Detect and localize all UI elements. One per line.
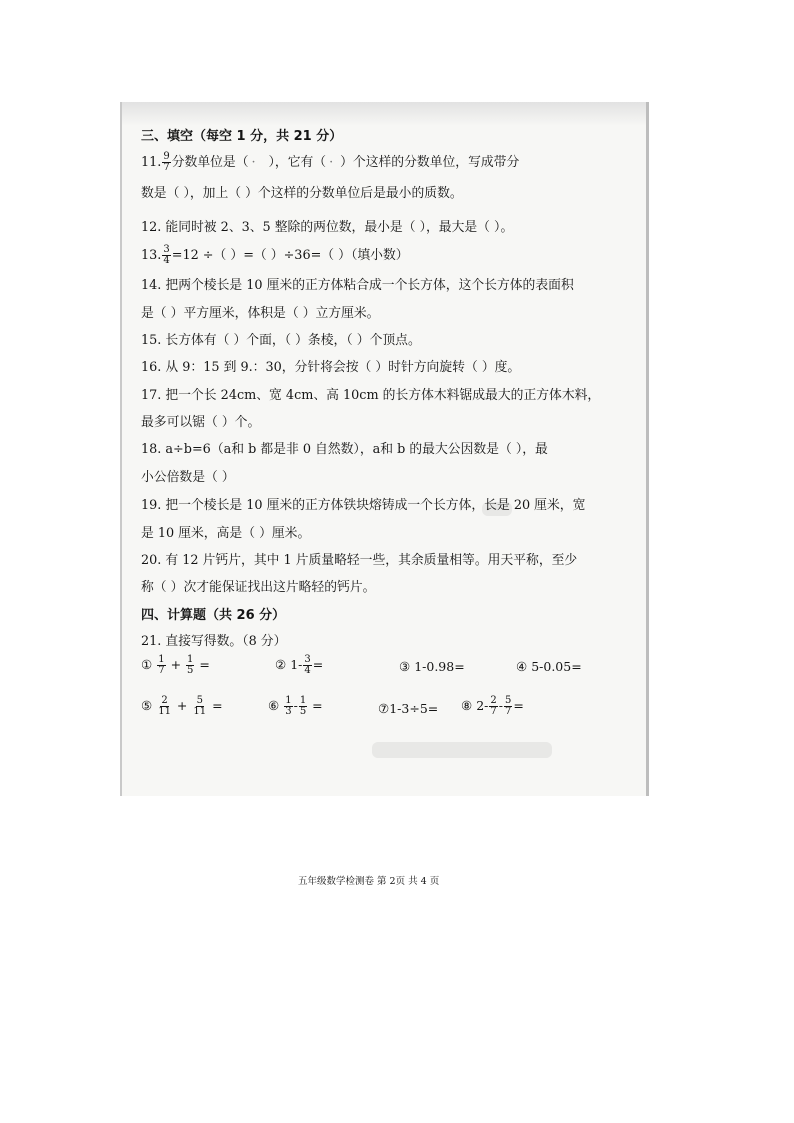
fraction-9-7: $\frac{9}{7}$: [163, 151, 170, 173]
q17-line-2: 最多可以锯（ ）个。: [141, 415, 261, 430]
q20-line-2: 称（ ）次才能保证找出这片略轻的钙片。: [141, 580, 376, 595]
q14-line-1: 14. 把两个棱长是 10 厘米的正方体粘合成一个长方体，这个长方体的表面积: [141, 278, 574, 293]
question-16: 16. 从 9：15 到 9.：30，分针将会按（ ）时针方向旋转（ ）度。: [141, 360, 521, 375]
scanned-page: [120, 102, 649, 887]
question-11: [141, 152, 519, 173]
calc-item-1: ① $\frac{1}{7}$ + $\frac{1}{5}$ =: [141, 654, 210, 676]
section-4-title: 四、计算题（共 26 分）: [141, 608, 286, 623]
page-footer: 五年级数学检测卷 第 2页 共 4 页: [298, 876, 440, 887]
q13-text: =12 ÷（ ）=（ ）÷36=（ ）（填小数）: [171, 248, 409, 263]
question-13: [141, 245, 409, 266]
calc-item-6: ⑥ $\frac{1}{3}$ - $\frac{1}{5}$ =: [268, 695, 323, 717]
scan-smudge: [372, 742, 552, 758]
fraction: $\frac{5}{11}$: [193, 695, 207, 717]
fraction: $\frac{1}{5}$: [299, 695, 307, 717]
calc-item-3: ③ 1-0.98=: [399, 659, 465, 674]
pencil-mark: ·: [251, 155, 256, 170]
calc-item-2: ② 1- $\frac{3}{4}$ =: [275, 654, 324, 676]
fraction: $\frac{5}{7}$: [505, 695, 512, 717]
q18-line-1: 18. a÷b=6（a和 b 都是非 0 自然数），a和 b 的最大公因数是（ ），最: [141, 442, 548, 457]
q11-text-a: 分数单位是（: [171, 155, 249, 170]
q11-text-b: ），它有（: [268, 155, 327, 170]
fraction-3-4: $\frac{3}{4}$: [163, 244, 170, 266]
fraction: $\frac{2}{7}$: [490, 695, 497, 717]
fraction: $\frac{1}{7}$: [158, 654, 165, 676]
answer-blank: [326, 155, 340, 171]
q20-line-1: 20. 有 12 片钙片，其中 1 片质量略轻一些，其余质量相等。用天平称，至少: [141, 553, 578, 568]
question-12: 12. 能同时被 2、3、5 整除的两位数，最小是（ ），最大是（ ）。: [141, 220, 514, 235]
q19-line-2: 是 10 厘米，高是（ ）厘米。: [141, 526, 311, 541]
question-15: 15. 长方体有（ ）个面，（ ）条棱，（ ）个顶点。: [141, 333, 421, 348]
calc-item-7: ⑦1-3÷5=: [378, 701, 439, 716]
pencil-mark: ·: [329, 155, 334, 170]
q19-line-1: 19. 把一个棱长是 10 厘米的正方体铁块熔铸成一个长方体，长是 20 厘米，宽: [141, 498, 586, 513]
fraction: $\frac{2}{11}$: [158, 695, 171, 717]
fraction: $\frac{1}{5}$: [187, 654, 194, 676]
q14-line-2: 是（ ）平方厘米，体积是（ ）立方厘米。: [141, 306, 380, 321]
answer-blank: [249, 155, 269, 171]
calc-item-4: ④ 5-0.05=: [516, 659, 582, 674]
fraction: $\frac{3}{4}$: [304, 654, 311, 676]
q17-line-1: 17. 把一个长 24cm、宽 4cm、高 10cm 的长方体木料锯成最大的正方体木料，: [141, 388, 601, 403]
fraction: $\frac{1}{3}$: [285, 695, 292, 717]
q11-line-2: 数是（ ），加上（ ）个这样的分数单位后是最小的质数。: [141, 186, 463, 201]
calc-item-5: ⑤ $\frac{2}{11}$ + $\frac{5}{11}$ =: [141, 695, 223, 717]
section-3-title: 三、填空（每空 1 分，共 21 分）: [141, 129, 343, 144]
q13-number: 13.: [141, 248, 162, 263]
q18-line-2: 小公倍数是（ ）: [141, 470, 235, 485]
q11-number: 11.: [141, 155, 162, 170]
calc-item-8: ⑧ 2- $\frac{2}{7}$ - $\frac{5}{7}$ =: [461, 695, 524, 717]
q11-text-c: ）个这样的分数单位，写成带分: [340, 155, 520, 170]
question-21-title: 21. 直接写得数。（8 分）: [141, 634, 287, 649]
